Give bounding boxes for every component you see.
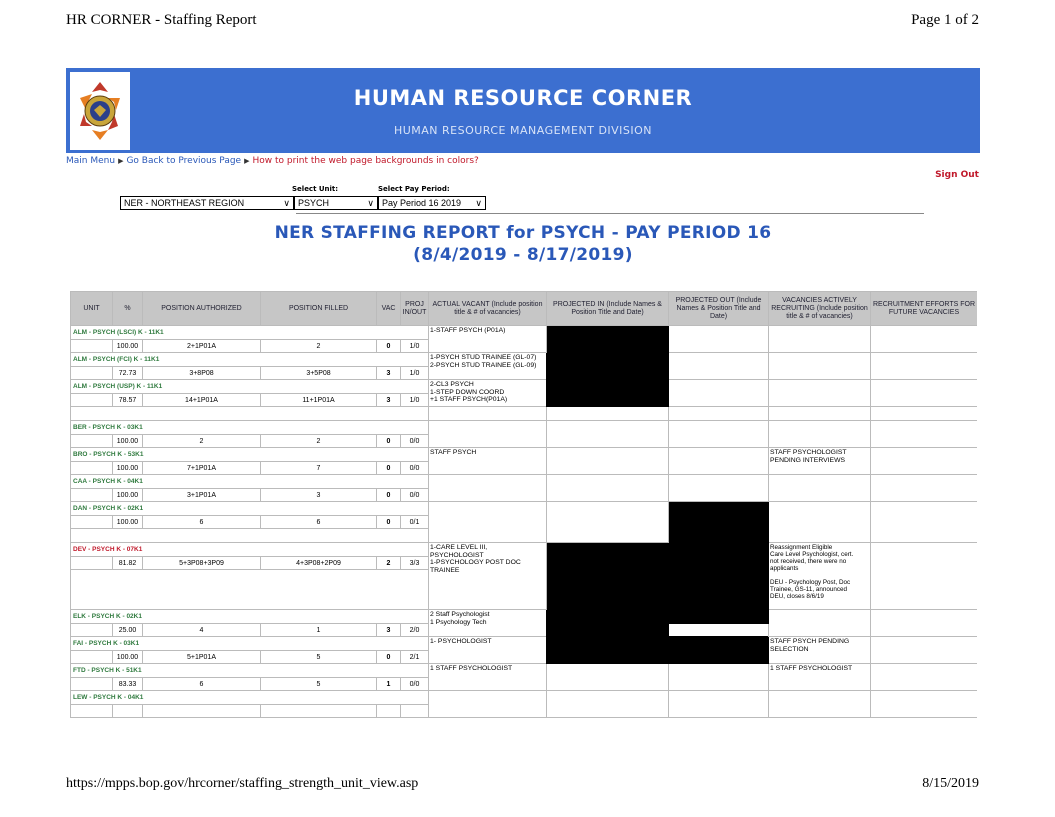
proj-cell: 1/0 [401, 340, 429, 353]
breadcrumb [66, 156, 479, 166]
filled-cell: 4+3P08+2P09 [261, 557, 377, 570]
proj-cell: 2/0 [401, 624, 429, 637]
report-title: NER STAFFING REPORT for PSYCH - PAY PERIOD 16 [274, 223, 772, 243]
unit-label: FTD - PSYCH K - 51K1 [71, 664, 429, 678]
actual-vacant-cell: 2 Staff Psychologist 1 Psychology Tech [429, 610, 547, 637]
agency-seal-logo [70, 72, 130, 150]
vac-cell: 1 [377, 678, 401, 691]
filled-cell: 5 [261, 651, 377, 664]
col-recruiting: VACANCIES ACTIVELY RECRUITING (Include position title & # of vacancies) [769, 292, 871, 326]
unit-select-value: PSYCH [298, 198, 330, 208]
recruiting-cell: 1 STAFF PSYCHOLOGIST [769, 664, 871, 691]
print-header-title: HR CORNER - Staffing Report [66, 12, 257, 28]
proj-cell: 0/0 [401, 678, 429, 691]
banner-title: HUMAN RESOURCE CORNER [353, 86, 693, 110]
unit-label: DAN - PSYCH K - 02K1 [71, 502, 429, 516]
pct-cell: 100.00 [113, 516, 143, 529]
chevron-down-icon: ∨ [367, 197, 374, 208]
col-actual-vacant: ACTUAL VACANT (Include position title & # of vacancies) [429, 292, 547, 326]
filled-cell: 11+1P01A [261, 394, 377, 407]
print-footer-date: 8/15/2019 [922, 776, 979, 791]
actual-vacant-cell: 2-CL3 PSYCH 1-STEP DOWN COORD +1 STAFF PSYCH(P01A) [429, 380, 547, 407]
col-future: RECRUITMENT EFFORTS FOR FUTURE VACANCIES [871, 292, 978, 326]
hr-corner-banner [66, 68, 980, 153]
col-authorized: POSITION AUTHORIZED [143, 292, 261, 326]
main-menu-link[interactable]: Main Menu [66, 156, 116, 166]
filled-cell: 6 [261, 516, 377, 529]
print-help-link[interactable]: How to print the web page backgrounds in colors? [252, 156, 479, 166]
region-select-value: NER - NORTHEAST REGION [124, 198, 245, 208]
proj-cell: 1/0 [401, 394, 429, 407]
pay-period-select-value: Pay Period 16 2019 [382, 198, 462, 208]
col-percent: % [113, 292, 143, 326]
region-select[interactable] [120, 196, 294, 210]
recruiting-cell: STAFF PSYCHOLOGIST PENDING INTERVIEWS [769, 448, 871, 475]
filled-cell: 1 [261, 624, 377, 637]
unit-label: ALM - PSYCH (LSCI) K - 11K1 [71, 326, 429, 340]
print-footer-url: https://mpps.bop.gov/hrcorner/staffing_strength_unit_view.asp [66, 776, 419, 791]
proj-cell: 2/1 [401, 651, 429, 664]
actual-vacant-cell: 1 STAFF PSYCHOLOGIST [429, 664, 547, 691]
vac-cell: 0 [377, 651, 401, 664]
authorized-cell: 2 [143, 435, 261, 448]
filled-cell: 3+5P08 [261, 367, 377, 380]
unit-label: ELK - PSYCH K - 02K1 [71, 610, 429, 624]
proj-cell: 0/0 [401, 435, 429, 448]
actual-vacant-cell: 1-STAFF PSYCH (P01A) [429, 326, 547, 353]
vac-cell: 0 [377, 435, 401, 448]
unit-label: LEW - PSYCH K - 04K1 [71, 691, 429, 705]
select-period-label: Select Pay Period: [378, 185, 450, 193]
proj-cell: 0/0 [401, 489, 429, 502]
authorized-cell: 14+1P01A [143, 394, 261, 407]
redacted-block [669, 637, 769, 664]
col-vac: VAC [377, 292, 401, 326]
unit-label: CAA - PSYCH K - 04K1 [71, 475, 429, 489]
staffing-table [70, 291, 977, 718]
actual-vacant-cell: 1-CARE LEVEL III, PSYCHOLOGIST 1-PSYCHOLOGY POST DOC TRAINEE [429, 543, 547, 610]
unit-select[interactable] [294, 196, 378, 210]
vac-cell: 0 [377, 516, 401, 529]
table-header-row [71, 292, 978, 326]
authorized-cell: 5+3P08+3P09 [143, 557, 261, 570]
vac-cell: 0 [377, 462, 401, 475]
staffing-table-container [70, 291, 977, 737]
actual-vacant-cell: 1-PSYCH STUD TRAINEE (GL-07) 2-PSYCH STUD TRAINEE (GL-09) [429, 353, 547, 380]
sign-out-link[interactable]: Sign Out [935, 170, 979, 180]
unit-label: ALM - PSYCH (USP) K - 11K1 [71, 380, 429, 394]
authorized-cell: 2+1P01A [143, 340, 261, 353]
vac-cell: 0 [377, 489, 401, 502]
chevron-down-icon: ∨ [475, 197, 482, 208]
pct-cell: 100.00 [113, 489, 143, 502]
proj-cell: 1/0 [401, 367, 429, 380]
recruiting-cell: Reassignment Eligible Care Level Psychologist, cert. not received, there were no applicants DEU - Psychology Post, Doc Trainee, GS-11, announced DEU, closes 8/6/19 [769, 543, 871, 610]
col-proj: PROJ IN/OUT [401, 292, 429, 326]
select-unit-label: Select Unit: [292, 185, 339, 193]
unit-label: DEV - PSYCH K - 07K1 [71, 543, 429, 557]
recruiting-cell: STAFF PSYCH PENDING SELECTION [769, 637, 871, 664]
vac-cell: 3 [377, 624, 401, 637]
pct-cell: 78.57 [113, 394, 143, 407]
filled-cell: 2 [261, 435, 377, 448]
vac-cell: 0 [377, 340, 401, 353]
vac-cell: 3 [377, 394, 401, 407]
vac-cell: 3 [377, 367, 401, 380]
pct-cell: 72.73 [113, 367, 143, 380]
unit-label: BER - PSYCH K - 03K1 [71, 421, 429, 435]
actual-vacant-cell: STAFF PSYCH [429, 448, 547, 475]
chevron-down-icon: ∨ [283, 197, 290, 208]
pct-cell: 83.33 [113, 678, 143, 691]
actual-vacant-cell: 1- PSYCHOLOGIST [429, 637, 547, 664]
breadcrumb-arrow-icon: ▶ [244, 157, 250, 165]
col-filled: POSITION FILLED [261, 292, 377, 326]
pct-cell: 100.00 [113, 435, 143, 448]
authorized-cell: 5+1P01A [143, 651, 261, 664]
report-date-range: (8/4/2019 - 8/17/2019) [413, 245, 633, 265]
col-unit: UNIT [71, 292, 113, 326]
pct-cell: 100.00 [113, 462, 143, 475]
vac-cell: 2 [377, 557, 401, 570]
authorized-cell: 6 [143, 516, 261, 529]
print-header-page: Page 1 of 2 [911, 12, 979, 28]
breadcrumb-arrow-icon: ▶ [118, 157, 124, 165]
pct-cell: 25.00 [113, 624, 143, 637]
authorized-cell: 3+8P08 [143, 367, 261, 380]
filled-cell: 3 [261, 489, 377, 502]
filled-cell: 2 [261, 340, 377, 353]
col-projected-out: PROJECTED OUT (Include Names & Position Title and Date) [669, 292, 769, 326]
authorized-cell: 4 [143, 624, 261, 637]
authorized-cell: 3+1P01A [143, 489, 261, 502]
proj-cell: 3/3 [401, 557, 429, 570]
unit-label: ALM - PSYCH (FCI) K - 11K1 [71, 353, 429, 367]
proj-cell: 0/1 [401, 516, 429, 529]
authorized-cell: 7+1P01A [143, 462, 261, 475]
pct-cell: 81.82 [113, 557, 143, 570]
redacted-block [669, 502, 769, 624]
pct-cell: 100.00 [113, 651, 143, 664]
pct-cell: 100.00 [113, 340, 143, 353]
selector-divider [296, 213, 924, 214]
filled-cell: 7 [261, 462, 377, 475]
unit-label: BRO - PSYCH K - 53K1 [71, 448, 429, 462]
banner-subtitle: HUMAN RESOURCE MANAGEMENT DIVISION [393, 124, 653, 137]
col-projected-in: PROJECTED IN (Include Names & Position Title and Date) [547, 292, 669, 326]
proj-cell: 0/0 [401, 462, 429, 475]
redacted-block [547, 543, 669, 664]
redacted-block [547, 326, 669, 407]
back-link[interactable]: Go Back to Previous Page [126, 156, 242, 166]
pay-period-select[interactable] [378, 196, 486, 210]
authorized-cell: 6 [143, 678, 261, 691]
filled-cell: 5 [261, 678, 377, 691]
unit-label: FAI - PSYCH K - 03K1 [71, 637, 429, 651]
